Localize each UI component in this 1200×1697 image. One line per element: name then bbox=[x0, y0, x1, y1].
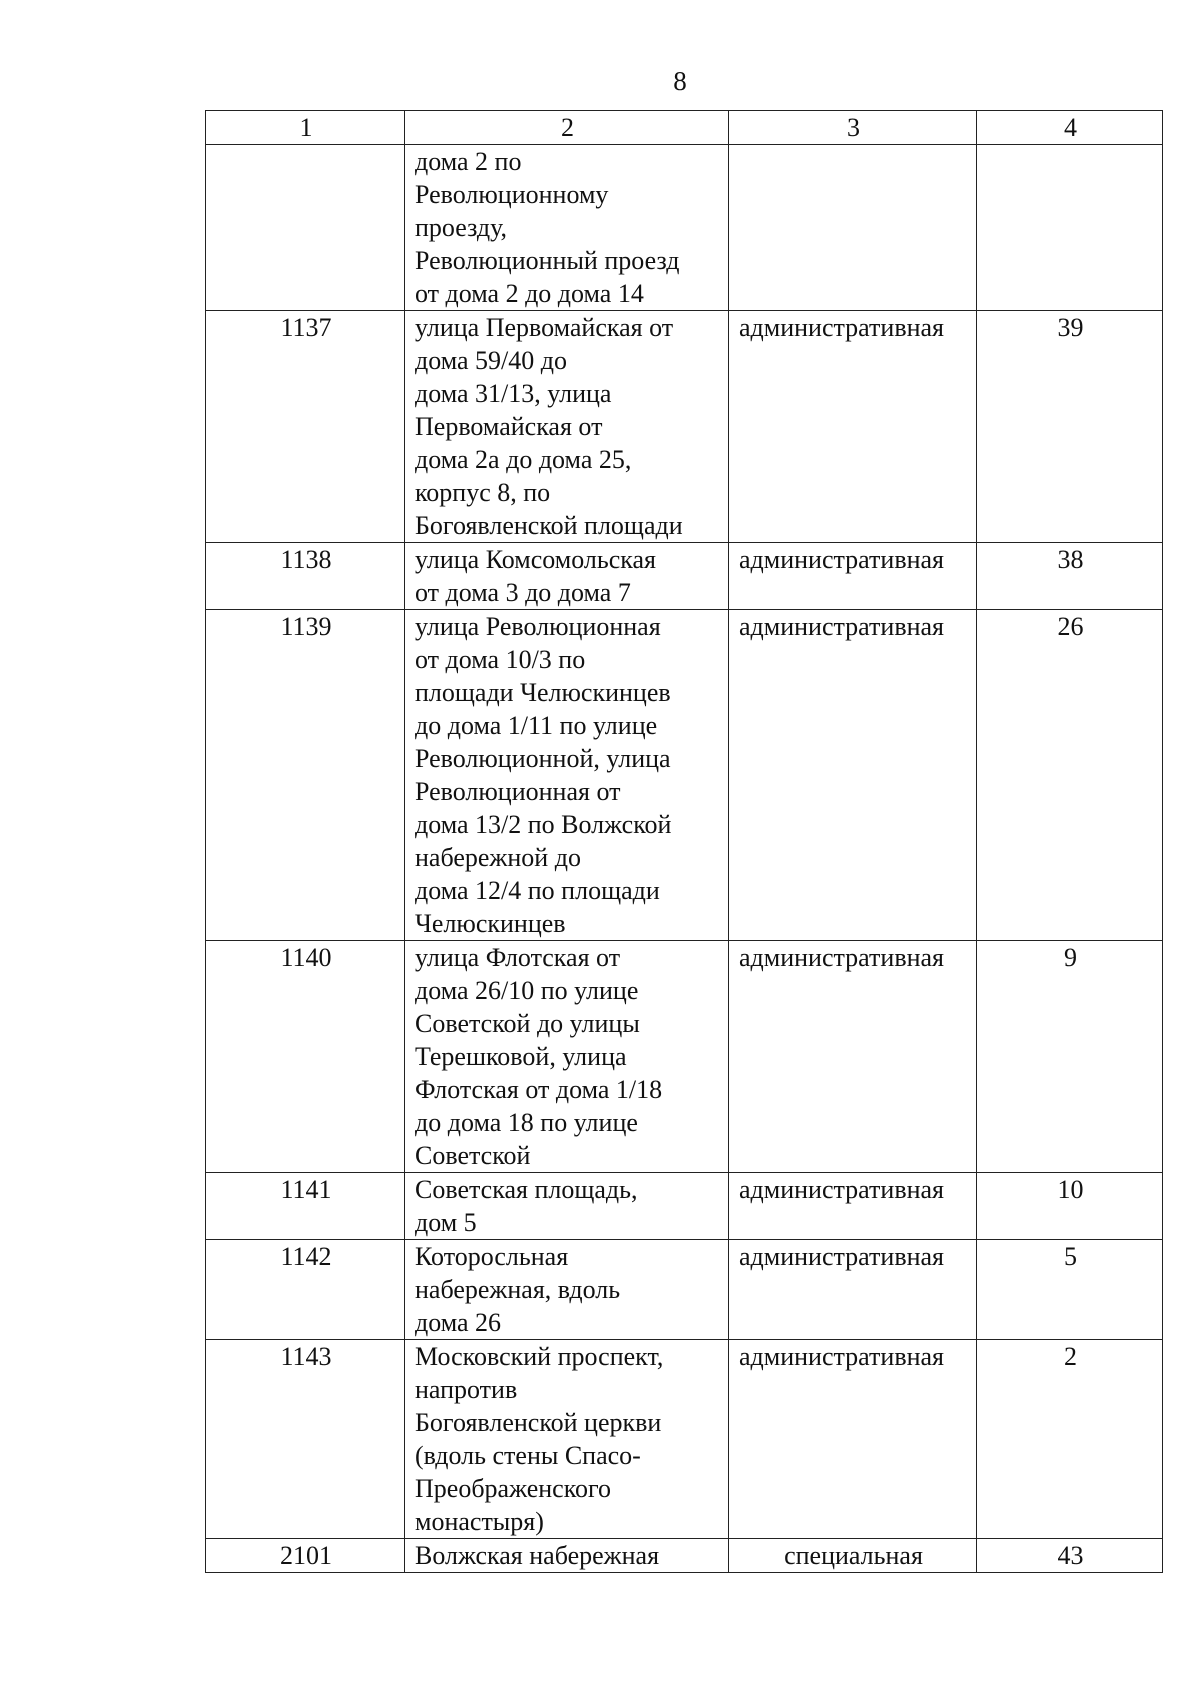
row-number-cell: 1140 bbox=[206, 941, 405, 1173]
address-cell: улица Комсомольская от дома 3 до дома 7 bbox=[405, 543, 729, 610]
table-row bbox=[206, 1340, 1163, 1539]
page-number: 8 bbox=[673, 66, 687, 96]
count-cell: 38 bbox=[977, 543, 1163, 610]
count-cell bbox=[977, 145, 1163, 311]
address-cell: улица Флотская от дома 26/10 по улице Советской до улицы Терешковой, улица Флотская от дома 1/18 до дома 18 по улице Советской bbox=[405, 941, 729, 1173]
column-header-2: 2 bbox=[405, 111, 729, 145]
row-number-cell: 1141 bbox=[206, 1173, 405, 1240]
address-cell: дома 2 по Революционному проезду, Революционный проезд от дома 2 до дома 14 bbox=[405, 145, 729, 311]
type-cell bbox=[729, 145, 977, 311]
type-cell: административная bbox=[729, 610, 977, 941]
row-number-cell: 1142 bbox=[206, 1240, 405, 1340]
address-cell: Советская площадь, дом 5 bbox=[405, 1173, 729, 1240]
column-header-4: 4 bbox=[977, 111, 1163, 145]
row-number-cell: 1138 bbox=[206, 543, 405, 610]
address-cell: Московский проспект, напротив Богоявленской церкви (вдоль стены Спасо- Преображенского монастыря) bbox=[405, 1340, 729, 1539]
table-row bbox=[206, 941, 1163, 1173]
table-row bbox=[206, 543, 1163, 610]
table-row bbox=[206, 145, 1163, 311]
address-cell: Волжская набережная bbox=[405, 1539, 729, 1573]
address-cell: улица Революционная от дома 10/3 по площади Челюскинцев до дома 1/11 по улице Революционной, улица Революционная от дома 13/2 по Волжской набережной до дома 12/4 по площади Челюскинцев bbox=[405, 610, 729, 941]
row-number-cell bbox=[206, 145, 405, 311]
type-cell: административная bbox=[729, 1240, 977, 1340]
type-cell: административная bbox=[729, 311, 977, 543]
count-cell: 10 bbox=[977, 1173, 1163, 1240]
table-body bbox=[206, 145, 1163, 1573]
header-row bbox=[206, 111, 1163, 145]
type-cell: административная bbox=[729, 1173, 977, 1240]
address-cell: улица Первомайская от дома 59/40 до дома 31/13, улица Первомайская от дома 2а до дома 25, корпус 8, по Богоявленской площади bbox=[405, 311, 729, 543]
table-row bbox=[206, 1173, 1163, 1240]
registry-table bbox=[205, 110, 1163, 1573]
column-header-3: 3 bbox=[729, 111, 977, 145]
table-row bbox=[206, 311, 1163, 543]
type-cell: административная bbox=[729, 543, 977, 610]
address-cell: Которосльная набережная, вдоль дома 26 bbox=[405, 1240, 729, 1340]
table-row bbox=[206, 1539, 1163, 1573]
type-cell: специальная bbox=[729, 1539, 977, 1573]
count-cell: 2 bbox=[977, 1340, 1163, 1539]
table-header bbox=[206, 111, 1163, 145]
type-cell: административная bbox=[729, 941, 977, 1173]
table-row bbox=[206, 610, 1163, 941]
row-number-cell: 1137 bbox=[206, 311, 405, 543]
row-number-cell: 2101 bbox=[206, 1539, 405, 1573]
count-cell: 43 bbox=[977, 1539, 1163, 1573]
row-number-cell: 1143 bbox=[206, 1340, 405, 1539]
type-cell: административная bbox=[729, 1340, 977, 1539]
count-cell: 26 bbox=[977, 610, 1163, 941]
column-header-1: 1 bbox=[206, 111, 405, 145]
count-cell: 5 bbox=[977, 1240, 1163, 1340]
table-row bbox=[206, 1240, 1163, 1340]
count-cell: 9 bbox=[977, 941, 1163, 1173]
row-number-cell: 1139 bbox=[206, 610, 405, 941]
count-cell: 39 bbox=[977, 311, 1163, 543]
